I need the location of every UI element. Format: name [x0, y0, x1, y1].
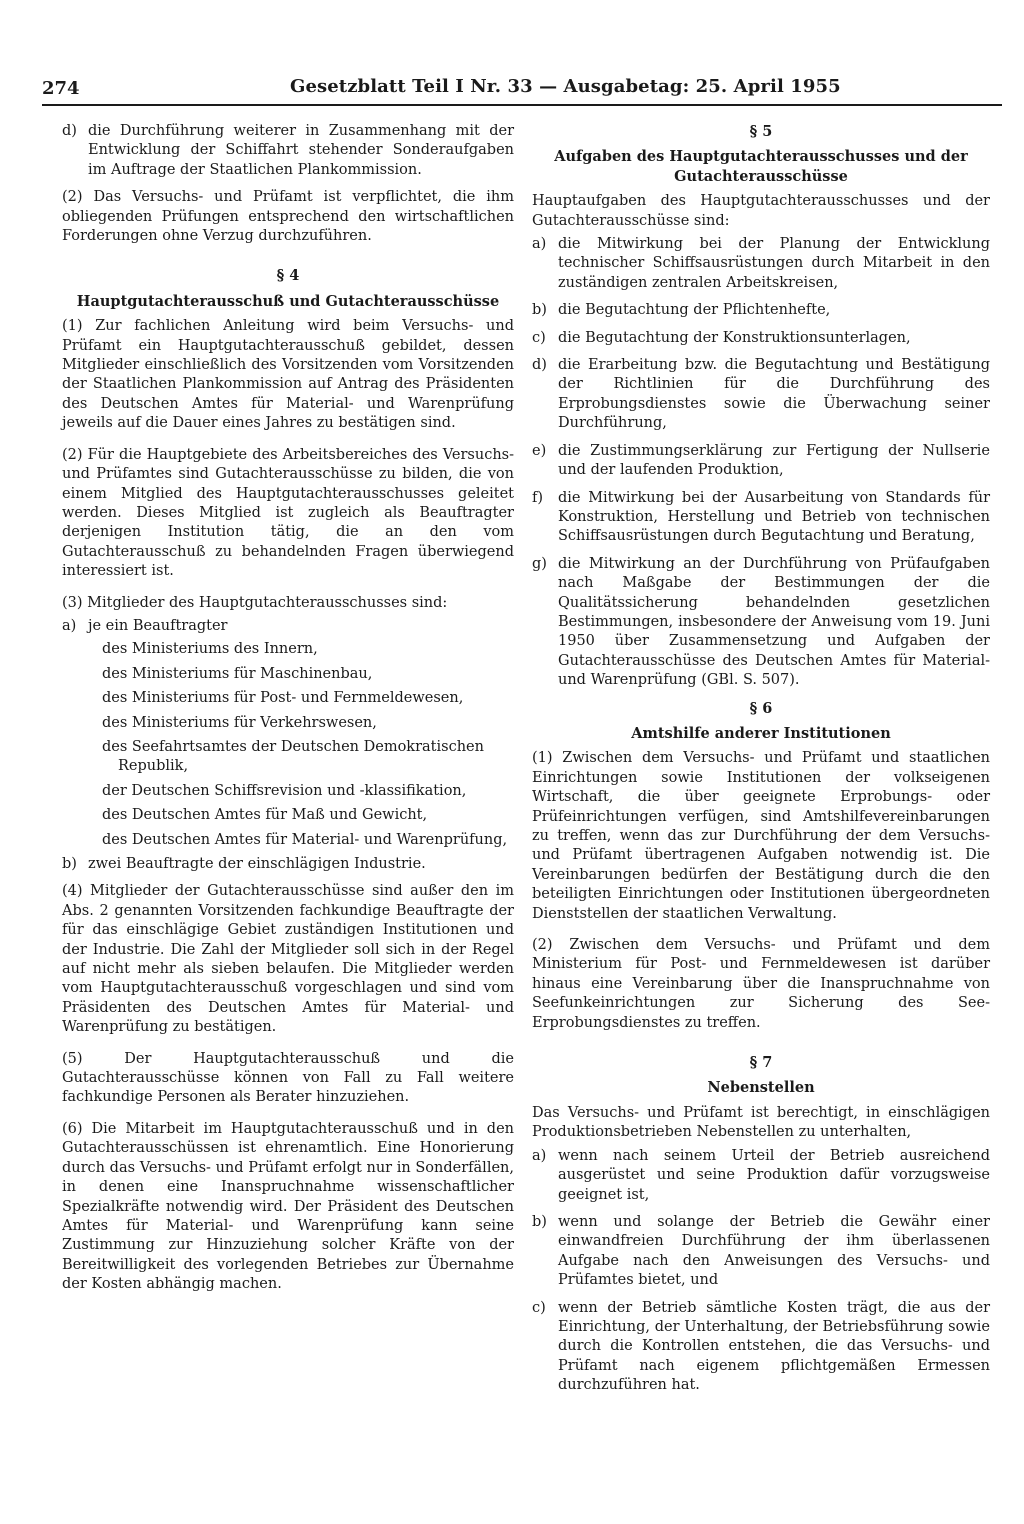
- paragraph-4-2: (2) Für die Hauptgebiete des Arbeitsbereiches des Versuchs- und Prüfamtes sind Gutachterausschüsse zu bilden, die von einem Mitglied des Hauptgutachterausschusses geleitet werden. Dieses Mitglied ist zugleich als Beauftragter derjenigen Institution tätig, die an den vom Gutachterausschuß zu behandelnden Fragen überwiegend interessiert ist.: [62, 446, 514, 580]
- paragraph-6-1: (1) Zwischen dem Versuchs- und Prüfamt und staatlichen Einrichtungen sowie Institutionen der volkseigenen Wirtschaft, die über geeignete Erprobungs- oder Prüfeinrichtungen verfügen, sind Amtshilfevereinbarungen zu treffen, wenn das zur Durchführung der dem Versuchs- und Prüfamt übertragenen Aufgaben notwendig ist. Die Vereinbarungen bedürfen der Bestätigung durch die den beteiligten Einrichtungen oder Institutionen übergeordneten Dienststellen der staatlichen Verwaltung.: [532, 750, 990, 922]
- list-item: des Deutschen Amtes für Material- und Warenprüfung,: [102, 831, 508, 848]
- list-item: des Deutschen Amtes für Maß und Gewicht,: [102, 807, 428, 824]
- section-7-title: Nebenstellen: [707, 1079, 815, 1097]
- item-text: die Mitwirkung an der Durchführung von Prüfaufgaben nach Maßgabe der Bestimmungen der die Qualitätssicherung behandelnden gesetzlichen Bestimmungen, insbesondere der Anweisung vom 19. Juni 1950 über Zusammensetzung und Aufgaben der Gutachterausschüsse des Deutschen Amtes für Material- und Warenprüfung (GBl. S. 507).: [558, 555, 990, 689]
- list-item: [532, 329, 990, 348]
- section-4-title: Hauptgutachterausschuß und Gutachterausschüsse: [76, 292, 500, 310]
- item-text: die Mitwirkung bei der Planung der Entwicklung technischer Schiffsausrüstungen durch Mitarbeit in den zuständigen zentralen Arbeitskreisen,: [558, 236, 990, 291]
- section-6-heading: § 6: [749, 699, 773, 717]
- item-text: die Begutachtung der Konstruktionsunterlagen,: [558, 329, 911, 346]
- right-column: [532, 122, 990, 1404]
- list-item: des Seefahrtsamtes der Deutschen Demokratischen Republik,: [102, 738, 484, 775]
- item-label: b): [532, 1213, 547, 1230]
- paragraph-4-6: (6) Die Mitarbeit im Hauptgutachterausschuß und in den Gutachterausschüssen ist ehrenamtlich. Eine Honorierung durch das Versuchs- und Prüfamt erfolgt nur in Sonderfällen, in denen eine Inanspruchnahme wissenschaftlicher Spezialkräfte notwendig wird. Der Präsident des Deutschen Amtes für Material- und Warenprüfung kann seine Zustimmung zur Hinzuziehung solcher Kräfte von der Bereitwilligkeit des vorlegenden Betriebes zur Übernahme der Kosten abhängig machen.: [62, 1120, 514, 1293]
- section-5-title: Aufgaben des Hauptgutachterausschusses und der Gutachterausschüsse: [554, 148, 968, 185]
- item-label: d): [532, 357, 547, 374]
- item-label: a): [532, 236, 547, 253]
- member-list: [102, 640, 514, 850]
- item-label: c): [532, 1299, 546, 1316]
- list-item: [532, 489, 990, 547]
- item-text: die Begutachtung der Pflichtenhefte,: [558, 302, 831, 319]
- item-text: wenn der Betrieb sämtliche Kosten trägt, die aus der Einrichtung, der Unterhaltung, der Betriebsführung sowie durch die Kontrollen entstehen, die das Versuchs- und Prüfamt nach eigenem pflichtgemäßen Ermessen durchzuführen hat.: [558, 1299, 990, 1394]
- item-label: a): [62, 617, 77, 634]
- list-item: [532, 1213, 990, 1291]
- item-text: zwei Beauftragte der einschlägigen Industrie.: [88, 856, 426, 872]
- item-label: g): [532, 555, 547, 572]
- item-text: wenn und solange der Betrieb die Gewähr einer einwandfreien Durchführung der ihm überlassenen Aufgabe nach den Anweisungen des Versuchs- und Prüfamtes bietet, und: [558, 1213, 990, 1289]
- paragraph-4-4: (4) Mitglieder der Gutachterausschüsse sind außer den im Abs. 2 genannten Vorsitzenden fachkundige Beauftragte der für das einschlägige Gebiet zuständigen Institutionen und der Industrie. Die Zahl der Mitglieder soll sich in der Regel auf nicht mehr als sieben belaufen. Die Mitglieder werden vom Hauptgutachterausschuß vorgeschlagen und sind vom Präsidenten des Deutschen Amtes für Material- und Warenprüfung zu bestätigen.: [62, 883, 514, 1036]
- item-text: die Mitwirkung bei der Ausarbeitung von Standards für Konstruktion, Herstellung und Betrieb von technischen Schiffsausrüstungen durch Begutachtung und Beratung,: [558, 489, 990, 545]
- paragraph-3-2: (2) Das Versuchs- und Prüfamt ist verpflichtet, die ihm obliegenden Prüfungen entsprechend den wirtschaftlichen Forderungen ohne Verzug durchzuführen.: [62, 189, 514, 245]
- list-item: [532, 301, 990, 320]
- item-text: wenn nach seinem Urteil der Betrieb ausreichend ausgerüstet und seine Produktion dafür vorzugsweise geeignet ist,: [558, 1147, 990, 1203]
- list-item: [532, 555, 990, 691]
- list-item-d: [62, 122, 514, 180]
- item-label: c): [532, 329, 546, 346]
- paragraph-6-2: (2) Zwischen dem Versuchs- und Prüfamt und dem Ministerium für Post- und Fernmeldewesen ist darüber hinaus eine Vereinbarung über die Inanspruchnahme von Seefunkeinrichtungen zur Sicherung des See-Erprobungsdienstes zu treffen.: [532, 937, 990, 1031]
- item-label: b): [62, 856, 77, 872]
- list-item: [532, 442, 990, 481]
- page-header: [42, 74, 1002, 106]
- item-text: die Zustimmungserklärung zur Fertigung der Nullserie und der laufenden Produktion,: [558, 442, 990, 479]
- left-column: [62, 122, 514, 1307]
- list-item: des Ministeriums für Maschinenbau,: [102, 665, 373, 682]
- item-text: die Durchführung weiterer in Zusammenhang mit der Entwicklung der Schiffahrt stehender Sonderaufgaben im Auftrage der Staatlichen Plankommission.: [88, 123, 514, 178]
- paragraph-4-3: (3) Mitglieder des Hauptgutachterausschusses sind:: [62, 594, 448, 611]
- list-item: [532, 356, 990, 434]
- paragraph-4-5: (5) Der Hauptgutachterausschuß und die Gutachterausschüsse können von Fall zu Fall weitere fachkundige Personen als Berater hinzuziehen.: [62, 1050, 514, 1106]
- item-label: d): [62, 123, 77, 139]
- paragraph-4-1: (1) Zur fachlichen Anleitung wird beim Versuchs- und Prüfamt ein Hauptgutachterausschuß gebildet, dessen Mitglieder einschließlich des Vorsitzenden vom Vorsitzenden der Staatlichen Plankommission auf Antrag des Präsidenten des Deutschen Amtes für Material- und Warenprüfung jeweils auf die Dauer eines Jahres zu bestätigen sind.: [62, 318, 514, 432]
- item-text: je ein Beauftragter: [88, 617, 228, 634]
- section-7-heading: § 7: [749, 1054, 773, 1072]
- list-item: der Deutschen Schiffsrevision und -klassifikation,: [102, 782, 467, 799]
- item-label: f): [532, 489, 544, 506]
- list-item-a: [62, 617, 514, 636]
- page-number: 274: [42, 78, 80, 99]
- section-4-heading: § 4: [276, 267, 300, 285]
- item-text: die Erarbeitung bzw. die Begutachtung und Bestätigung der Richtlinien für die Durchführung des Erprobungsdienstes sowie die Überwachung seiner Durchführung,: [558, 357, 990, 432]
- list-item: [532, 1147, 990, 1205]
- list-item: des Ministeriums des Innern,: [102, 641, 318, 658]
- list-item: des Ministeriums für Post- und Fernmeldewesen,: [102, 690, 464, 707]
- section-6-title: Amtshilfe anderer Institutionen: [631, 724, 891, 742]
- item-label: e): [532, 442, 547, 459]
- section-5-intro: Hauptaufgaben des Hauptgutachterausschusses und der Gutachterausschüsse sind:: [532, 193, 990, 229]
- section-7-intro: Das Versuchs- und Prüfamt ist berechtigt, in einschlägigen Produktionsbetrieben Nebenstellen zu unterhalten,: [532, 1104, 990, 1141]
- list-item: [532, 1299, 990, 1396]
- item-label: a): [532, 1147, 547, 1164]
- list-item: des Ministeriums für Verkehrswesen,: [102, 714, 377, 731]
- list-item: [532, 235, 990, 293]
- list-item-b: [62, 855, 514, 874]
- item-label: b): [532, 302, 547, 319]
- header-title: Gesetzblatt Teil I Nr. 33 — Ausgabetag: 25. April 1955: [290, 76, 841, 97]
- section-5-heading: § 5: [749, 123, 773, 140]
